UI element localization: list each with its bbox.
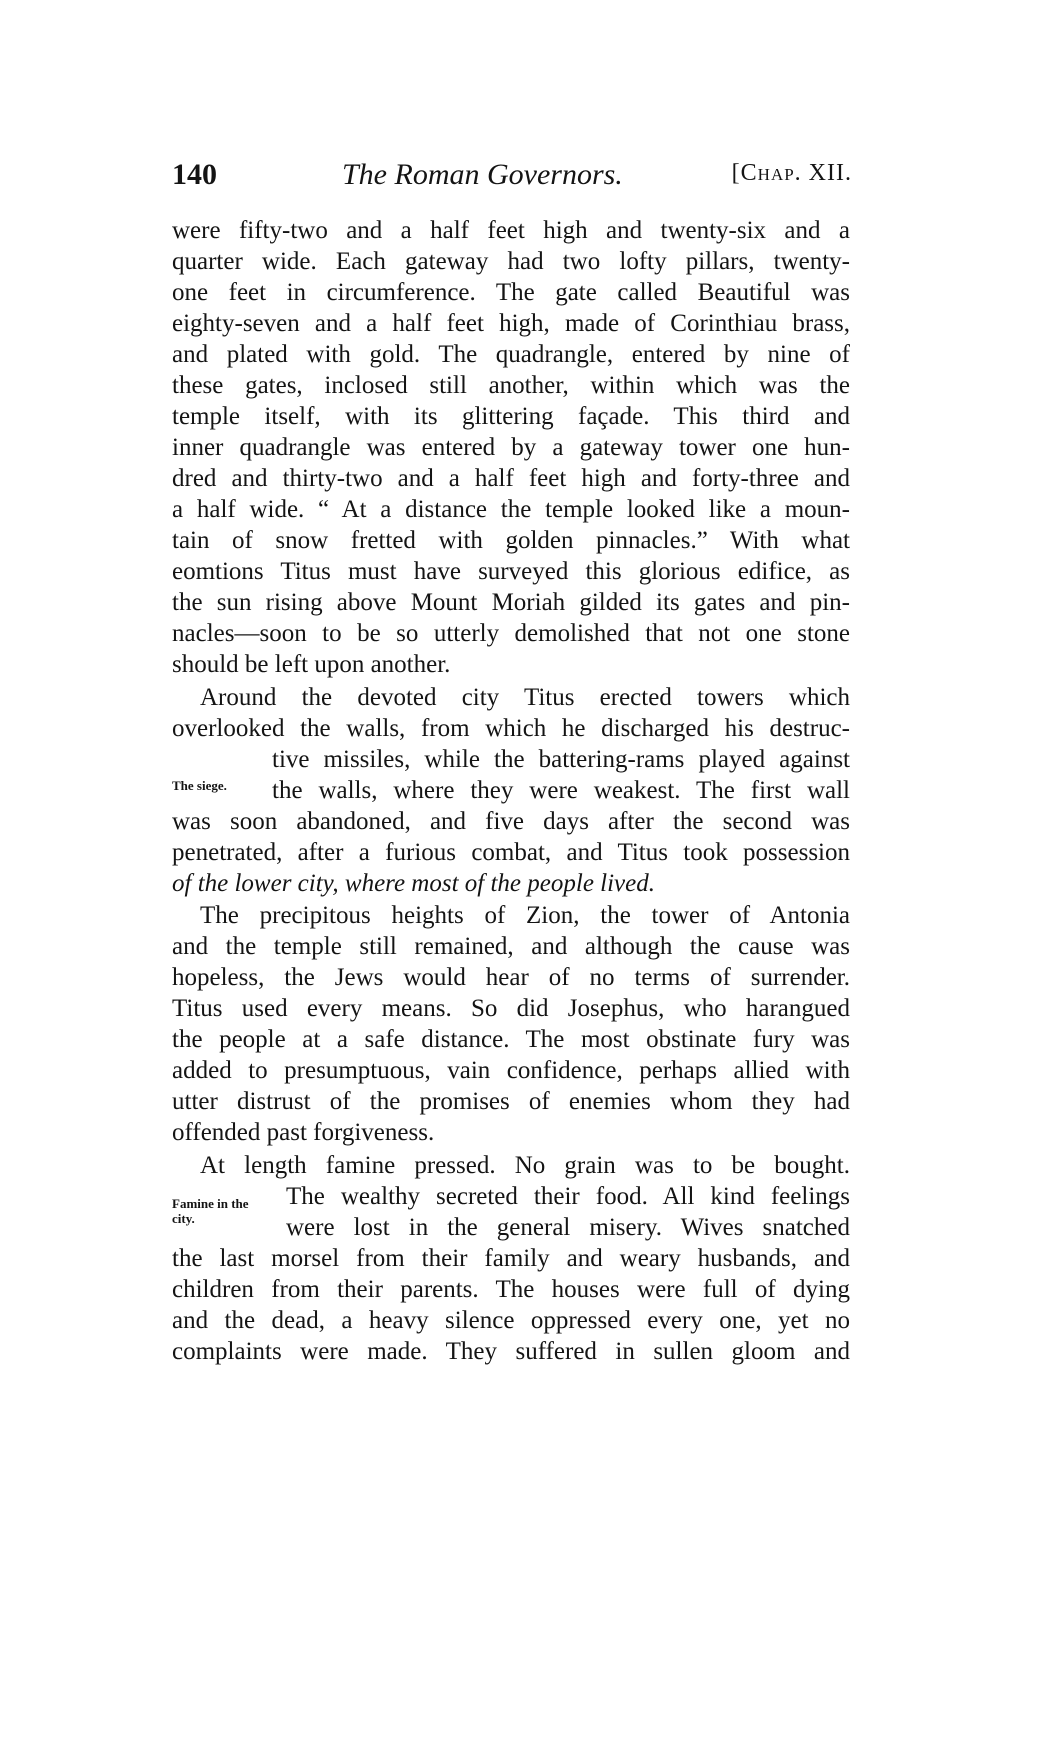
text-line: quarter wide. Each gateway had two lofty pillars, twenty- bbox=[172, 248, 850, 275]
text-line: offended past forgiveness. bbox=[172, 1119, 435, 1146]
text-line: and the temple still remained, and although the cause was bbox=[172, 933, 850, 960]
text-line: the people at a safe distance. The most obstinate fury was bbox=[172, 1026, 850, 1053]
text-line: a half wide. “ At a distance the temple looked like a moun- bbox=[172, 496, 850, 523]
margin-note-famine: Famine in the city. bbox=[172, 1196, 249, 1226]
text-line: The precipitous heights of Zion, the tower of Antonia bbox=[200, 902, 850, 929]
text-line: eighty-seven and a half feet high, made of Corinthiau brass, bbox=[172, 310, 850, 337]
running-title: The Roman Governors. bbox=[342, 158, 623, 191]
page-header bbox=[172, 158, 852, 202]
text-line: the last morsel from their family and weary husbands, and bbox=[172, 1245, 850, 1272]
text-line: penetrated, after a furious combat, and Titus took possession bbox=[172, 839, 850, 866]
text-line: nacles—soon to be so utterly demolished that not one stone bbox=[172, 620, 850, 647]
text-line: the walls, where they were weakest. The first wall bbox=[272, 777, 850, 804]
text-line: the sun rising above Mount Moriah gilded its gates and pin- bbox=[172, 589, 850, 616]
text-line: Titus used every means. So did Josephus, who harangued bbox=[172, 995, 850, 1022]
text-line: were lost in the general misery. Wives snatched bbox=[286, 1214, 850, 1241]
text-line: of the lower city, where most of the people lived. bbox=[172, 870, 655, 897]
page-number: 140 bbox=[172, 158, 217, 191]
text-line: complaints were made. They suffered in sullen gloom and bbox=[172, 1338, 850, 1365]
text-line: one feet in circumference. The gate called Beautiful was bbox=[172, 279, 850, 306]
text-line: were fifty-two and a half feet high and twenty-six and a bbox=[172, 217, 850, 244]
text-line: these gates, inclosed still another, within which was the bbox=[172, 372, 850, 399]
text-line: should be left upon another. bbox=[172, 651, 451, 678]
text-line: dred and thirty-two and a half feet high and forty-three and bbox=[172, 465, 850, 492]
text-line: tive missiles, while the battering-rams played against bbox=[272, 746, 850, 773]
text-line: was soon abandoned, and five days after the second was bbox=[172, 808, 850, 835]
text-line: and plated with gold. The quadrangle, entered by nine of bbox=[172, 341, 850, 368]
chapter-label: [Chap. XII. bbox=[731, 160, 852, 186]
text-line: overlooked the walls, from which he discharged his destruc- bbox=[172, 715, 850, 742]
text-line: At length famine pressed. No grain was to be bought. bbox=[200, 1152, 850, 1179]
text-line: temple itself, with its glittering façade. This third and bbox=[172, 403, 850, 430]
text-line: eomtions Titus must have surveyed this glorious edifice, as bbox=[172, 558, 850, 585]
text-line: utter distrust of the promises of enemies whom they had bbox=[172, 1088, 850, 1115]
text-line: Around the devoted city Titus erected towers which bbox=[200, 684, 850, 711]
text-line: inner quadrangle was entered by a gateway tower one hun- bbox=[172, 434, 850, 461]
margin-note-siege: The siege. bbox=[172, 778, 227, 793]
text-line: added to presumptuous, vain confidence, perhaps allied with bbox=[172, 1057, 850, 1084]
text-line: tain of snow fretted with golden pinnacles.” With what bbox=[172, 527, 850, 554]
text-line: and the dead, a heavy silence oppressed every one, yet no bbox=[172, 1307, 850, 1334]
text-line: hopeless, the Jews would hear of no terms of surrender. bbox=[172, 964, 850, 991]
text-line: children from their parents. The houses were full of dying bbox=[172, 1276, 850, 1303]
text-line: The wealthy secreted their food. All kind feelings bbox=[286, 1183, 850, 1210]
